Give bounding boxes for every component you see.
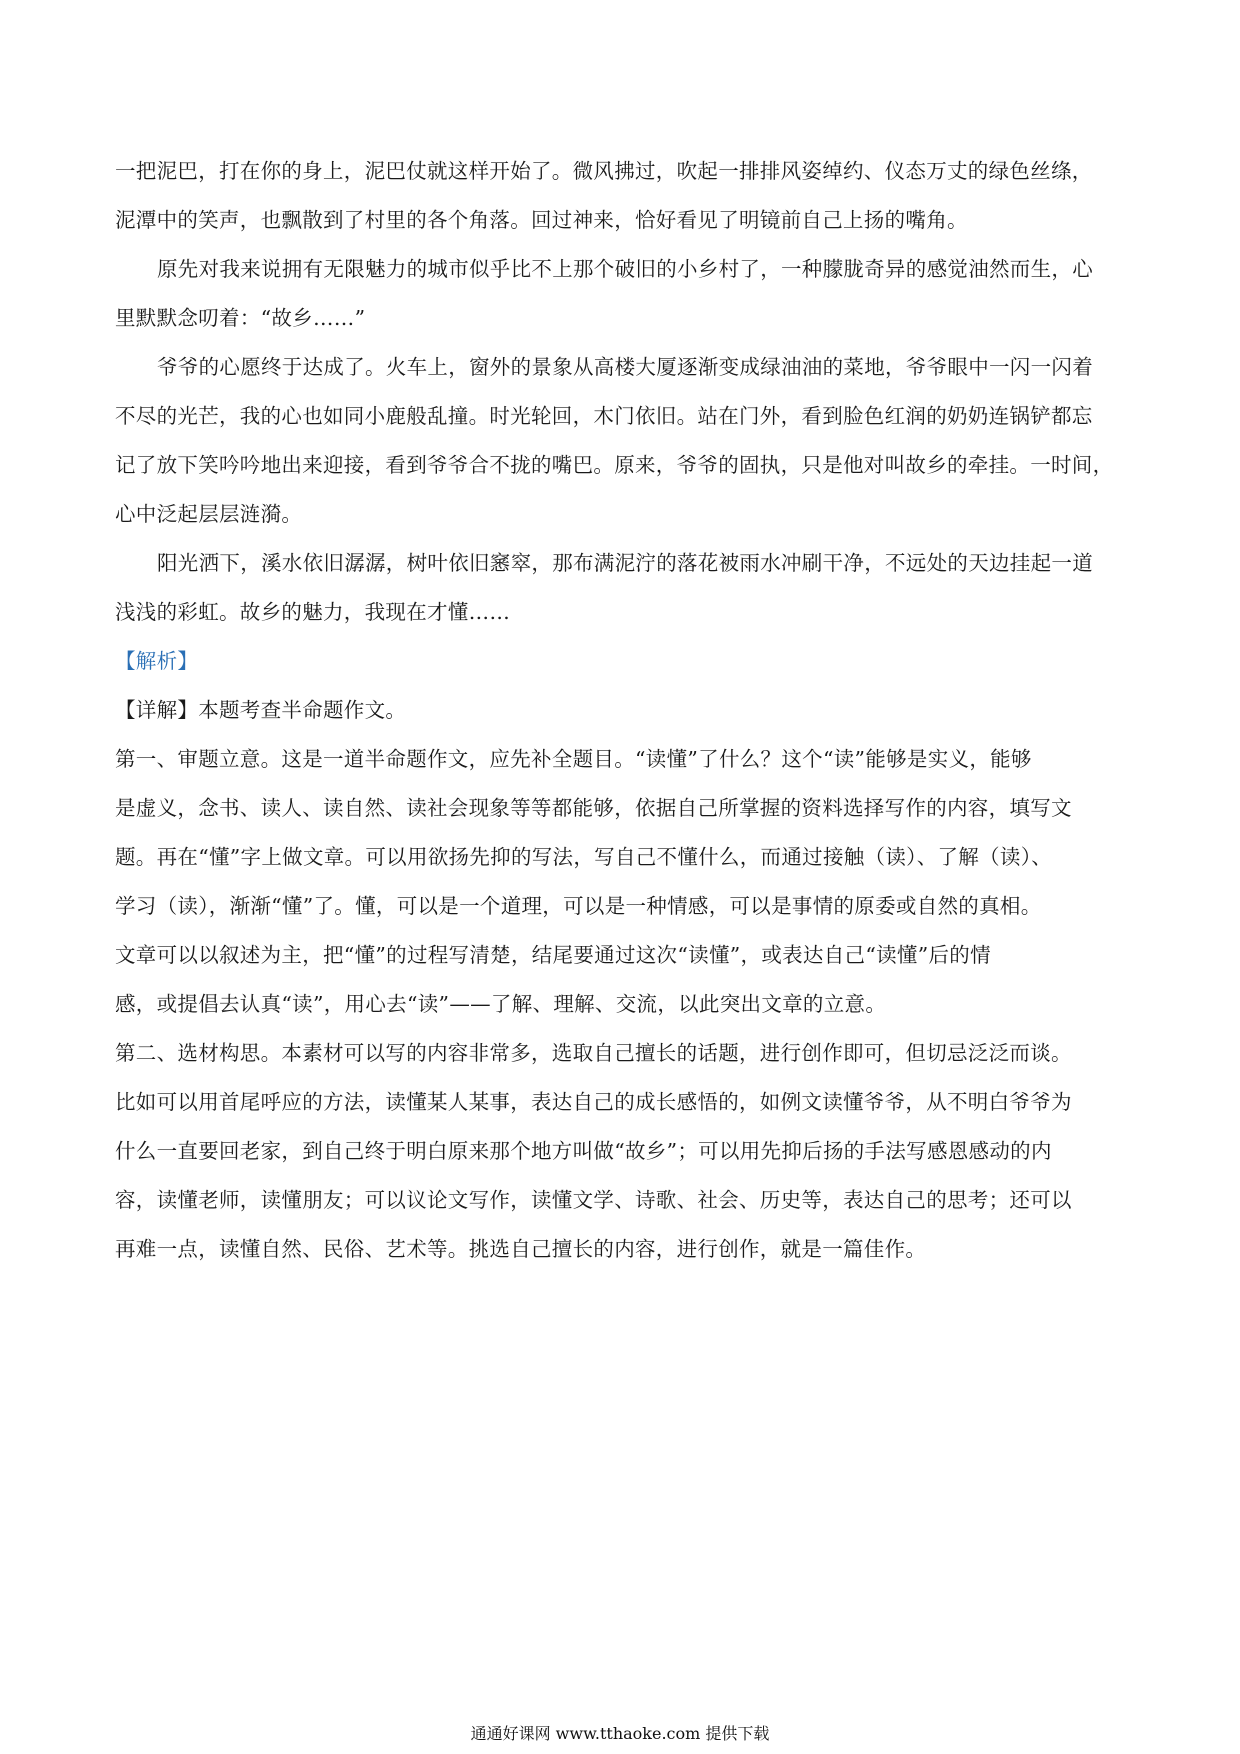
- essay-paragraph-1: [115, 147, 1135, 245]
- analysis-part-2: [115, 1029, 1135, 1274]
- text-line: 浅浅的彩虹。故乡的魅力，我现在才懂……: [115, 600, 511, 624]
- text-line: 泥潭中的笑声，也飘散到了村里的各个角落。回过神来，恰好看见了明镜前自己上扬的嘴角。: [115, 208, 968, 232]
- text-line: 一把泥巴，打在你的身上，泥巴仗就这样开始了。微风拂过，吹起一排排风姿绰约、仪态万丈的绿色丝绦，: [115, 159, 1093, 183]
- text-line: 不尽的光芒，我的心也如同小鹿般乱撞。时光轮回，木门依旧。站在门外，看到脸色红润的奶奶连锅铲都忘: [115, 404, 1093, 428]
- analysis-detail: 【详解】本题考查半命题作文。: [115, 698, 407, 722]
- text-line: 阳光洒下，溪水依旧潺潺，树叶依旧窸窣，那布满泥泞的落花被雨水冲刷干净，不远处的天边挂起一道: [157, 551, 1093, 575]
- text-line: 题。再在“懂”字上做文章。可以用欲扬先抑的写法，写自己不懂什么，而通过接触（读）、了解（读）、: [115, 845, 1053, 869]
- text-line: 再难一点，读懂自然、民俗、艺术等。挑选自己擅长的内容，进行创作，就是一篇佳作。: [115, 1237, 927, 1261]
- essay-paragraph-3: [115, 343, 1135, 539]
- text-line: 比如可以用首尾呼应的方法，读懂某人某事，表达自己的成长感悟的，如例文读懂爷爷，从不明白爷爷为: [115, 1090, 1072, 1114]
- text-line: 是虚义，念书、读人、读自然、读社会现象等等都能够，依据自己所掌握的资料选择写作的内容，填写文: [115, 796, 1072, 820]
- analysis-heading: 【解析】: [115, 649, 199, 673]
- text-line: 感，或提倡去认真“读”，用心去“读”——了解、理解、交流，以此突出文章的立意。: [115, 992, 887, 1016]
- essay-paragraph-2: [115, 245, 1135, 343]
- text-line: 第一、审题立意。这是一道半命题作文，应先补全题目。“读懂”了什么？这个“读”能够是实义，能够: [115, 747, 1032, 771]
- page-footer: 通通好课网 www.tthaoke.com 提供下载: [470, 1724, 770, 1743]
- document-body: [115, 147, 1135, 1274]
- text-line: 学习（读），渐渐“懂”了。懂，可以是一个道理，可以是一种情感，可以是事情的原委或自然的真相。: [115, 894, 1042, 918]
- text-line: 爷爷的心愿终于达成了。火车上，窗外的景象从高楼大厦逐渐变成绿油油的菜地，爷爷眼中一闪一闪着: [157, 355, 1093, 379]
- essay-paragraph-4: [115, 539, 1135, 637]
- text-line: 第二、选材构思。本素材可以写的内容非常多，选取自己擅长的话题，进行创作即可，但切忌泛泛而谈。: [115, 1041, 1072, 1065]
- text-line: 里默默念叨着：“故乡……”: [115, 306, 366, 330]
- analysis-part-1: [115, 735, 1135, 1029]
- text-line: 心中泛起层层涟漪。: [115, 502, 303, 526]
- text-line: 文章可以以叙述为主，把“懂”的过程写清楚，结尾要通过这次“读懂”，或表达自己“读懂”后的情: [115, 943, 991, 967]
- text-line: 记了放下笑吟吟地出来迎接，看到爷爷合不拢的嘴巴。原来，爷爷的固执，只是他对叫故乡的牵挂。一时间，: [115, 453, 1114, 477]
- text-line: 什么一直要回老家，到自己终于明白原来那个地方叫做“故乡”；可以用先抑后扬的手法写感恩感动的内: [115, 1139, 1052, 1163]
- text-line: 原先对我来说拥有无限魅力的城市似乎比不上那个破旧的小乡村了，一种朦胧奇异的感觉油然而生，心: [157, 257, 1093, 281]
- text-line: 容，读懂老师，读懂朋友；可以议论文写作，读懂文学、诗歌、社会、历史等，表达自己的思考；还可以: [115, 1188, 1072, 1212]
